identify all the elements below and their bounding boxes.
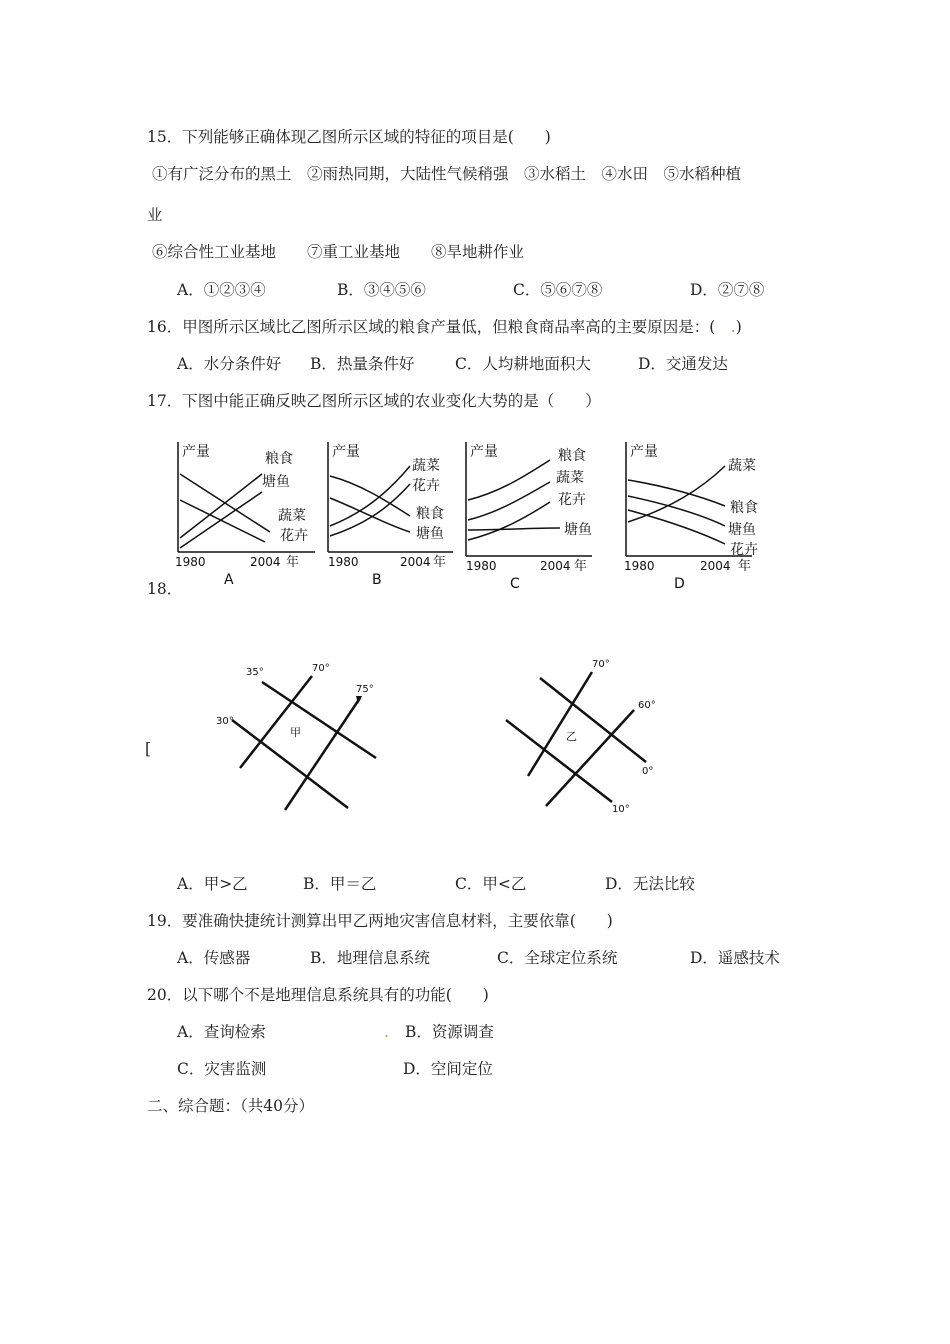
chart-c-x-start: 1980	[466, 559, 497, 573]
grid-yi-line-3	[540, 678, 646, 762]
q18-option-b[interactable]: B．甲＝乙	[303, 875, 377, 893]
chart-c-label-1: 粮食	[558, 448, 586, 464]
chart-b-label-1: 蔬菜	[412, 458, 440, 474]
q19-option-d[interactable]: D．遥感技术	[690, 949, 780, 967]
q16-option-b[interactable]: B．热量条件好	[310, 355, 415, 373]
q16-option-c[interactable]: C．人均耕地面积大	[455, 355, 591, 373]
chart-d-x-end: 2004	[700, 559, 731, 573]
grid-yi	[506, 659, 656, 815]
chart-b-label-3: 粮食	[416, 506, 444, 522]
chart-a-label-3: 蔬菜	[278, 508, 306, 524]
q19-stem: 19．要准确快捷统计测算出甲乙两地灾害信息材料，主要依靠( )	[147, 912, 613, 930]
chart-a-x-start: 1980	[175, 555, 206, 569]
chart-b-label-4: 塘鱼	[416, 526, 444, 542]
q18-options	[0, 873, 950, 895]
grid-jia-label-4: 30°	[216, 716, 234, 727]
chart-c-line-2	[468, 482, 550, 520]
q18-grids	[0, 650, 950, 830]
chart-a-label-1: 粮食	[265, 451, 293, 467]
chart-d-label-2: 粮食	[730, 500, 758, 516]
q15-option-a[interactable]: A．①②③④	[177, 281, 266, 299]
chart-d-label-1: 蔬菜	[728, 458, 756, 474]
chart-b-x-unit: 年	[433, 555, 447, 570]
q19-option-a[interactable]: A．传感器	[177, 949, 251, 967]
chart-d-ylabel: 产量	[630, 444, 658, 460]
chart-b-letter: B	[372, 572, 382, 588]
chart-d-x-unit: 年	[738, 559, 752, 574]
chart-d-x-start: 1980	[624, 559, 655, 573]
q18-stem: 18．	[147, 580, 183, 598]
chart-a-x-unit: 年	[286, 555, 300, 570]
chart-d-letter: D	[674, 576, 685, 592]
q15-option-d[interactable]: D．②⑦⑧	[690, 281, 765, 299]
q16-stem	[147, 316, 742, 338]
q20-dot: .	[384, 1023, 389, 1041]
grid-yi-label-4: 10°	[612, 804, 630, 815]
q16-stem-end: )	[735, 318, 742, 336]
chart-d-line-2	[628, 480, 725, 506]
q20-options-row2	[0, 1058, 950, 1080]
q15-items-line2: ⑥综合性工业基地 ⑦重工业基地 ⑧旱地耕作业	[152, 243, 525, 261]
chart-c-label-2: 蔬菜	[556, 470, 584, 486]
q20-stem: 20．以下哪个不是地理信息系统具有的功能( )	[147, 986, 489, 1004]
q15-stem: 15．下列能够正确体现乙图所示区域的特征的项目是( )	[147, 128, 551, 146]
chart-c-x-unit: 年	[574, 559, 588, 574]
q17-charts	[0, 430, 950, 600]
chart-d[interactable]	[624, 442, 758, 592]
q19-options	[0, 947, 950, 969]
q20-options-row1	[0, 1021, 950, 1043]
grid-jia	[216, 663, 376, 810]
grid-jia-label-1: 35°	[246, 667, 264, 678]
grid-yi-label-1: 70°	[592, 659, 610, 670]
chart-c-x-end: 2004	[540, 559, 571, 573]
chart-b-x-end: 2004	[400, 555, 431, 569]
chart-a-label-4: 花卉	[280, 528, 308, 544]
q18-option-a[interactable]: A．甲>乙	[177, 875, 248, 893]
grid-yi-label-2: 60°	[638, 700, 656, 711]
q18-option-d[interactable]: D．无法比较	[605, 875, 695, 893]
chart-c-ylabel: 产量	[470, 444, 498, 460]
q16-option-d[interactable]: D．交通发达	[638, 355, 728, 373]
q20-option-a[interactable]: A．查询检索	[177, 1023, 266, 1041]
q15-options	[0, 279, 950, 301]
grid-jia-center: 甲	[290, 726, 301, 739]
chart-c-line-3	[468, 502, 550, 540]
chart-b[interactable]	[328, 442, 453, 588]
chart-c-letter: C	[510, 576, 520, 592]
q16-stem-text: 16．甲图所示区域比乙图所示区域的粮食产量低，但粮食商品率高的主要原因是：(	[147, 318, 731, 336]
grid-yi-line-4	[506, 720, 612, 802]
q20-option-d[interactable]: D．空间定位	[403, 1060, 493, 1078]
chart-c[interactable]	[466, 442, 592, 592]
q15-items-line1: ①有广泛分布的黑土 ②雨热同期，大陆性气候稍强 ③水稻土 ④水田 ⑤水稻种植	[152, 165, 742, 183]
grid-yi-center: 乙	[566, 730, 577, 743]
q16-option-a[interactable]: A．水分条件好	[177, 355, 282, 373]
chart-b-label-2: 花卉	[412, 478, 440, 494]
q18-bracket: [	[145, 740, 152, 758]
chart-d-label-4: 花卉	[730, 542, 758, 558]
chart-a-ylabel: 产量	[182, 444, 210, 460]
section-2-heading: 二、综合题：（共40分）	[147, 1097, 314, 1115]
q15-items-line1-cont: 业	[147, 206, 163, 224]
grid-jia-line-2	[285, 698, 360, 810]
chart-a-label-2: 塘鱼	[262, 474, 290, 490]
chart-a-x-end: 2004	[250, 555, 281, 569]
grid-yi-label-3: 0°	[642, 766, 654, 777]
chart-c-label-3: 花卉	[558, 492, 586, 508]
q15-option-b[interactable]: B．③④⑤⑥	[337, 281, 426, 299]
q16-dot: .	[730, 318, 736, 336]
chart-a-letter: A	[224, 572, 234, 588]
q15-option-c[interactable]: C．⑤⑥⑦⑧	[513, 281, 603, 299]
q19-option-b[interactable]: B．地理信息系统	[310, 949, 430, 967]
q16-options	[0, 353, 950, 375]
chart-d-line-4	[628, 510, 725, 544]
chart-c-line-4	[468, 528, 560, 530]
chart-a[interactable]	[175, 442, 315, 588]
chart-d-label-3: 塘鱼	[728, 522, 756, 538]
chart-b-x-start: 1980	[328, 555, 359, 569]
grid-jia-label-3: 75°	[356, 684, 374, 695]
chart-b-ylabel: 产量	[332, 444, 360, 460]
q18-option-c[interactable]: C．甲<乙	[455, 875, 527, 893]
q17-stem: 17．下图中能正确反映乙图所示区域的农业变化大势的是（ ）	[147, 392, 601, 410]
chart-c-line-1	[468, 460, 550, 500]
grid-jia-label-2: 70°	[312, 663, 330, 674]
chart-c-label-4: 塘鱼	[564, 522, 592, 538]
q20-option-b[interactable]: B．资源调查	[405, 1023, 494, 1041]
q20-option-c[interactable]: C．灾害监测	[177, 1060, 267, 1078]
q19-option-c[interactable]: C．全球定位系统	[497, 949, 618, 967]
